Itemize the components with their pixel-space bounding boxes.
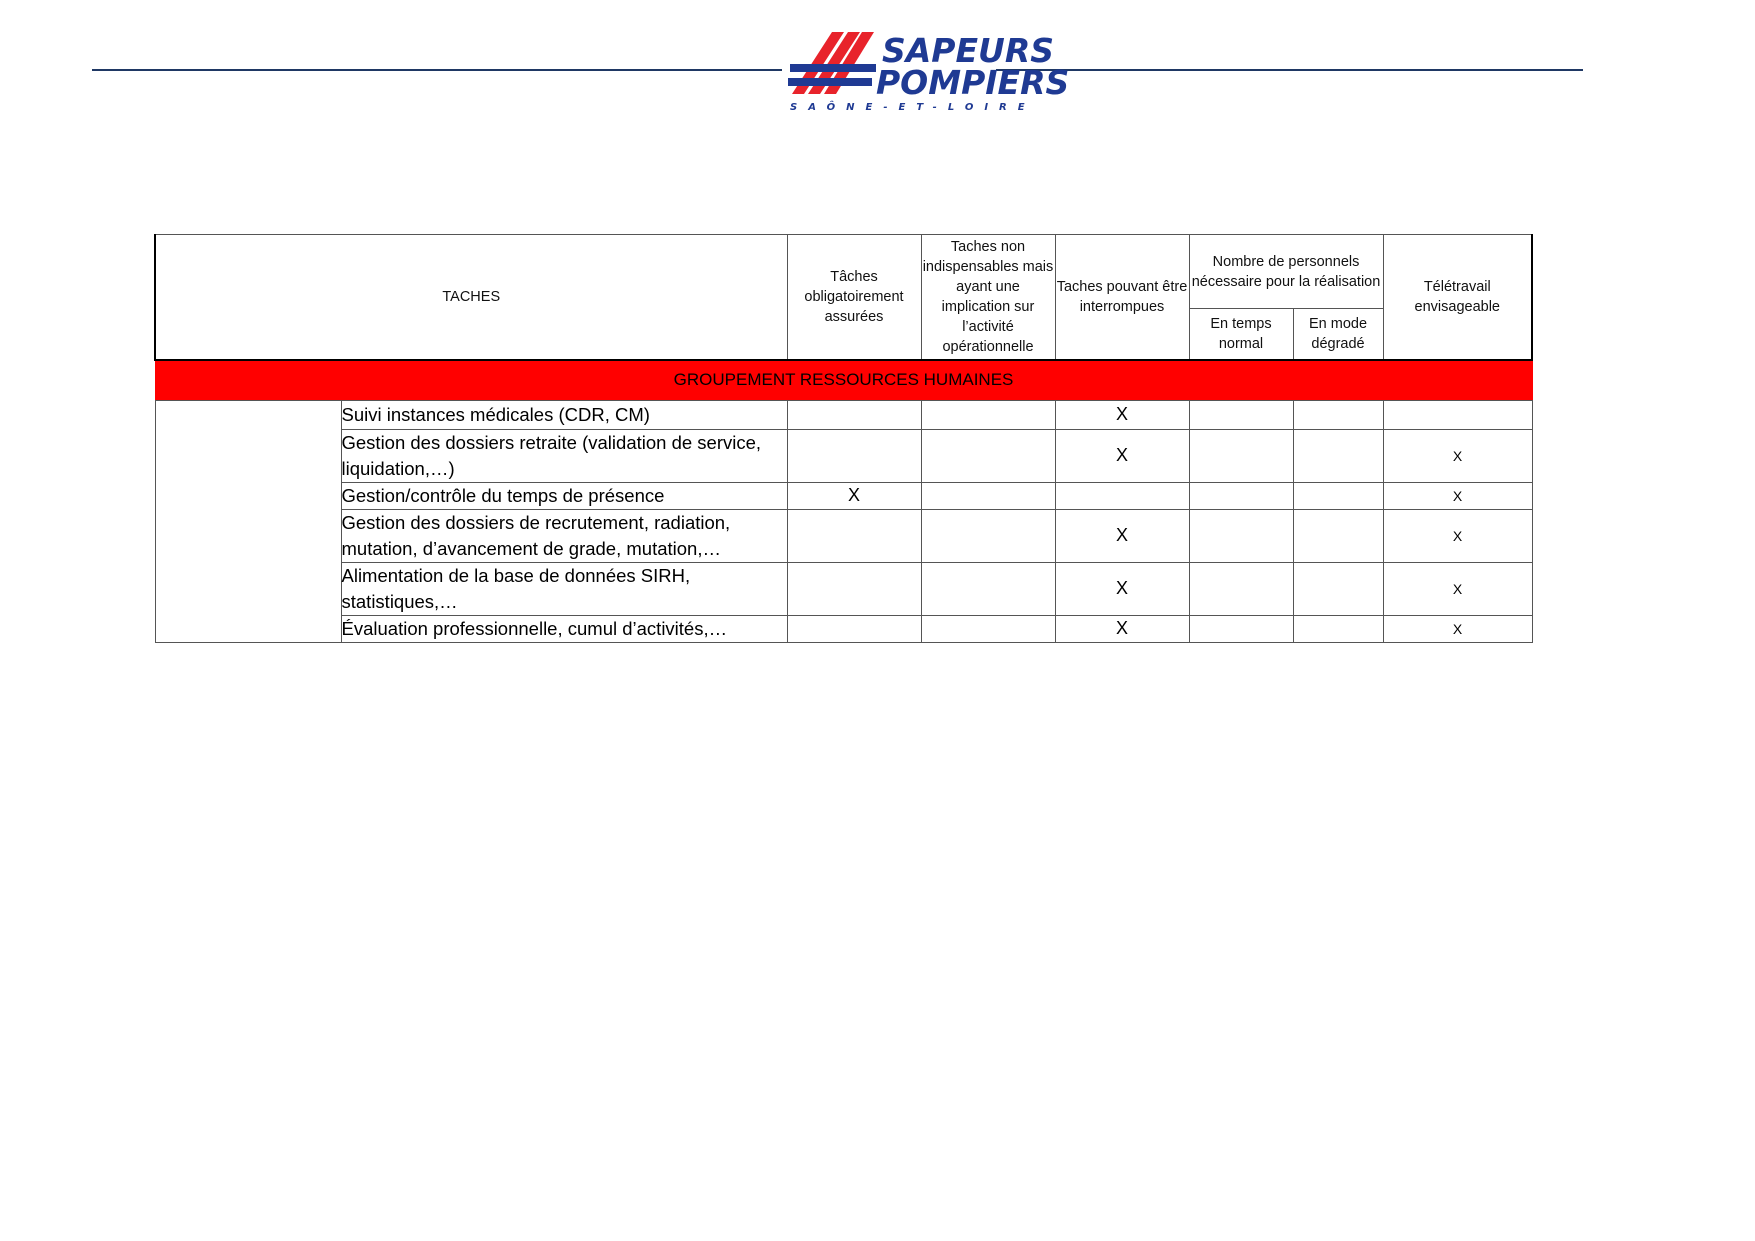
table-row bbox=[155, 615, 1532, 642]
teletravail-cell: X bbox=[1383, 562, 1532, 615]
sapeurs-pompiers-logo bbox=[784, 24, 1070, 116]
group-spacer-cell bbox=[155, 400, 341, 642]
mode-degrade-cell bbox=[1293, 482, 1383, 509]
teletravail-cell: X bbox=[1383, 509, 1532, 562]
temps-normal-cell bbox=[1189, 429, 1293, 482]
table-row bbox=[155, 400, 1532, 429]
header-rule-left bbox=[92, 69, 782, 71]
mode-degrade-cell bbox=[1293, 562, 1383, 615]
task-cell: Alimentation de la base de données SIRH, statistiques,… bbox=[341, 562, 787, 615]
obligatoire-cell bbox=[787, 509, 921, 562]
logo-line2: POMPIERS bbox=[876, 63, 1070, 102]
logo-subtitle: SAÔNE-ET-LOIRE bbox=[790, 102, 1036, 113]
task-cell: Suivi instances médicales (CDR, CM) bbox=[341, 400, 787, 429]
task-cell: Évaluation professionnelle, cumul d’activités,… bbox=[341, 615, 787, 642]
interrompue-cell: X bbox=[1055, 429, 1189, 482]
header-interrompues: Taches pouvant être interrompues bbox=[1055, 235, 1189, 360]
temps-normal-cell bbox=[1189, 400, 1293, 429]
header-obligatoires: Tâches obligatoirement assurées bbox=[787, 235, 921, 360]
header-teletravail: Télétravail envisageable bbox=[1383, 235, 1532, 360]
interrompue-cell: X bbox=[1055, 400, 1189, 429]
task-cell: Gestion des dossiers de recrutement, radiation, mutation, d’avancement de grade, mutation,… bbox=[341, 509, 787, 562]
group-title: GROUPEMENT RESSOURCES HUMAINES bbox=[155, 360, 1532, 401]
obligatoire-cell bbox=[787, 562, 921, 615]
non-indispensable-cell bbox=[921, 400, 1055, 429]
header-nombre-personnels: Nombre de personnels nécessaire pour la réalisation bbox=[1189, 235, 1383, 309]
interrompue-cell bbox=[1055, 482, 1189, 509]
non-indispensable-cell bbox=[921, 615, 1055, 642]
non-indispensable-cell bbox=[921, 509, 1055, 562]
temps-normal-cell bbox=[1189, 615, 1293, 642]
logo-line1: SAPEURS bbox=[882, 31, 1055, 70]
obligatoire-cell: X bbox=[787, 482, 921, 509]
teletravail-cell bbox=[1383, 400, 1532, 429]
teletravail-cell: X bbox=[1383, 615, 1532, 642]
obligatoire-cell bbox=[787, 400, 921, 429]
task-cell: Gestion des dossiers retraite (validation de service, liquidation,…) bbox=[341, 429, 787, 482]
table-row bbox=[155, 429, 1532, 482]
obligatoire-cell bbox=[787, 615, 921, 642]
table-row bbox=[155, 509, 1532, 562]
mode-degrade-cell bbox=[1293, 400, 1383, 429]
non-indispensable-cell bbox=[921, 562, 1055, 615]
header-mode-degrade: En mode dégradé bbox=[1293, 309, 1383, 360]
tasks-table bbox=[154, 234, 1533, 643]
non-indispensable-cell bbox=[921, 482, 1055, 509]
obligatoire-cell bbox=[787, 429, 921, 482]
temps-normal-cell bbox=[1189, 509, 1293, 562]
teletravail-cell: X bbox=[1383, 429, 1532, 482]
interrompue-cell: X bbox=[1055, 509, 1189, 562]
teletravail-cell: X bbox=[1383, 482, 1532, 509]
header-rule-right bbox=[996, 69, 1583, 71]
mode-degrade-cell bbox=[1293, 509, 1383, 562]
mode-degrade-cell bbox=[1293, 429, 1383, 482]
temps-normal-cell bbox=[1189, 562, 1293, 615]
header-non-indispensables: Taches non indispensables mais ayant une implication sur l’activité opérationnelle bbox=[921, 235, 1055, 360]
table-row bbox=[155, 562, 1532, 615]
header-temps-normal: En temps normal bbox=[1189, 309, 1293, 360]
table-row bbox=[155, 482, 1532, 509]
interrompue-cell: X bbox=[1055, 562, 1189, 615]
mode-degrade-cell bbox=[1293, 615, 1383, 642]
temps-normal-cell bbox=[1189, 482, 1293, 509]
task-cell: Gestion/contrôle du temps de présence bbox=[341, 482, 787, 509]
header-taches: TACHES bbox=[155, 235, 787, 360]
non-indispensable-cell bbox=[921, 429, 1055, 482]
interrompue-cell: X bbox=[1055, 615, 1189, 642]
